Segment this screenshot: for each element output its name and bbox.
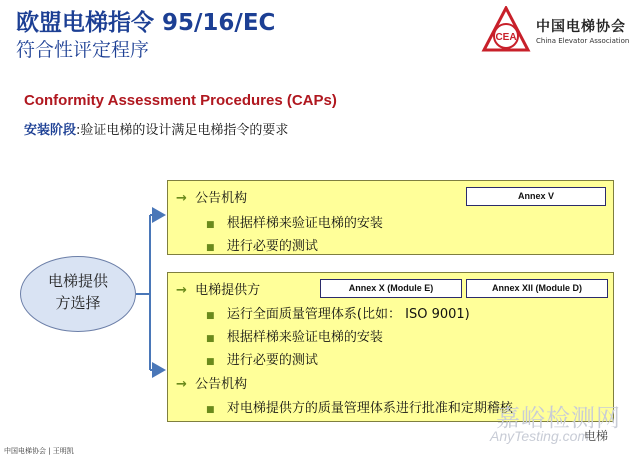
provider-choice-label [20, 270, 136, 314]
annex-v-label: Annex V [466, 187, 606, 206]
logo-name-cn: 中国电梯协会 [536, 19, 626, 35]
arrow-right-icon: → [176, 191, 187, 206]
annex-x-label: Annex X (Module E) [320, 279, 462, 298]
square-bullet-icon: ■ [206, 311, 215, 321]
square-bullet-icon: ■ [206, 405, 215, 415]
page-subtitle: 符合性评定程序 [16, 39, 150, 61]
top-item-1: ■ 根据样梯来验证电梯的安装 [206, 216, 383, 231]
square-bullet-icon: ■ [206, 220, 215, 230]
section-title: Conformity Assessment Procedures (CAPs) [24, 92, 337, 109]
watermark-en: AnyTesting.com [490, 428, 590, 444]
bottom-item-4: ■ 对电梯提供方的质量管理体系进行批准和定期稽核 [206, 401, 513, 416]
top-heading-row [176, 187, 247, 206]
footer-text: 中国电梯协会 | 王明凯 [4, 447, 74, 455]
arrow-right-icon: → [176, 283, 187, 298]
bottom-item-3: ■ 进行必要的测试 [206, 353, 318, 368]
annex-xii-label: Annex XII (Module D) [466, 279, 608, 298]
provider-choice-line2: 方选择 [55, 294, 101, 312]
bottom-heading-row [176, 279, 260, 298]
provider-choice-line1: 电梯提供 [47, 272, 108, 290]
watermark-brand: 电梯 [584, 429, 609, 443]
arrow-right-icon: → [176, 377, 187, 392]
install-phase-label: 安装阶段 [24, 123, 77, 138]
bottom-item-2: ■ 根据样梯来验证电梯的安装 [206, 330, 383, 345]
square-bullet-icon: ■ [206, 334, 215, 344]
install-phase-text: :验证电梯的设计满足电梯指令的要求 [76, 123, 289, 138]
page-title: 欧盟电梯指令 95/16/EC [16, 10, 276, 36]
logo-name-en: China Elevator Association [536, 37, 630, 45]
bottom-heading2: 公告机构 [195, 377, 248, 392]
square-bullet-icon: ■ [206, 357, 215, 367]
bottom-heading: 电梯提供方 [195, 283, 261, 298]
bottom-item-1: ■ 运行全面质量管理体系(比如： ISO 9001) [206, 307, 470, 322]
bottom-heading2-row [176, 373, 247, 392]
square-bullet-icon: ■ [206, 243, 215, 253]
top-heading: 公告机构 [195, 191, 248, 206]
logo-badge: CEA [495, 32, 517, 43]
watermark-cn: 嘉峪检测网 [496, 404, 621, 432]
top-item-2: ■ 进行必要的测试 [206, 239, 318, 254]
